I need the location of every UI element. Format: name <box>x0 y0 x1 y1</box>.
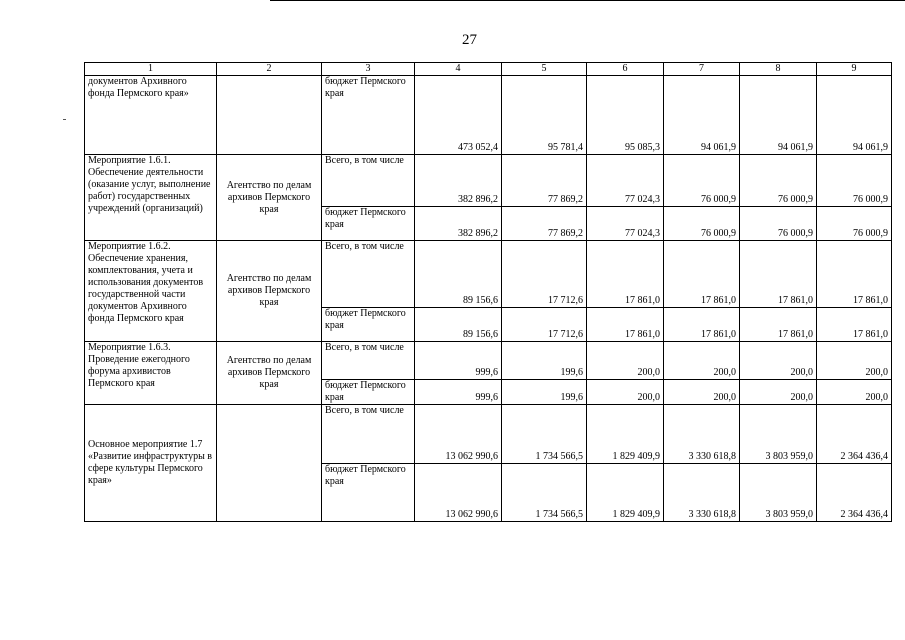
header-cell: 6 <box>587 63 664 76</box>
funding-source: Всего, в том числе <box>322 342 415 380</box>
funding-source: бюджет Пермского края <box>322 308 415 342</box>
table-row <box>85 155 892 207</box>
value-cell: 1 829 409,9 <box>587 464 664 522</box>
value-cell: 77 024,3 <box>587 155 664 207</box>
value-cell: 200,0 <box>664 380 740 405</box>
value-cell: 17 861,0 <box>587 241 664 308</box>
value-cell: 200,0 <box>817 342 892 380</box>
value-cell: 199,6 <box>502 380 587 405</box>
funding-source: бюджет Пермского края <box>322 207 415 241</box>
table-row <box>85 76 892 155</box>
value-cell: 76 000,9 <box>740 207 817 241</box>
value-cell: 199,6 <box>502 342 587 380</box>
executor: Агентство по делам архивов Пермского края <box>217 342 322 405</box>
value-cell: 76 000,9 <box>817 155 892 207</box>
value-cell: 200,0 <box>664 342 740 380</box>
value-cell: 382 896,2 <box>415 155 502 207</box>
value-cell: 473 052,4 <box>415 76 502 155</box>
value-cell: 17 861,0 <box>664 241 740 308</box>
value-cell: 76 000,9 <box>817 207 892 241</box>
value-cell: 77 024,3 <box>587 207 664 241</box>
header-cell: 8 <box>740 63 817 76</box>
header-cell: 9 <box>817 63 892 76</box>
value-cell: 17 861,0 <box>817 241 892 308</box>
funding-source: бюджет Пермского края <box>322 464 415 522</box>
value-cell: 76 000,9 <box>740 155 817 207</box>
funding-source: Всего, в том числе <box>322 405 415 464</box>
funding-source: Всего, в том числе <box>322 241 415 308</box>
value-cell: 76 000,9 <box>664 207 740 241</box>
activity-name: Мероприятие 1.6.2. Обеспечение хранения, комплектования, учета и использования документов государственной части документов Архивного фонда Пермского края <box>85 241 217 342</box>
value-cell: 94 061,9 <box>664 76 740 155</box>
table-row <box>85 405 892 464</box>
value-cell: 17 861,0 <box>587 308 664 342</box>
scan-speck <box>63 119 66 120</box>
value-cell: 200,0 <box>587 342 664 380</box>
value-cell: 89 156,6 <box>415 308 502 342</box>
value-cell: 89 156,6 <box>415 241 502 308</box>
top-border-line <box>270 0 905 1</box>
value-cell: 13 062 990,6 <box>415 464 502 522</box>
funding-source: бюджет Пермского края <box>322 380 415 405</box>
value-cell: 17 861,0 <box>817 308 892 342</box>
value-cell: 95 085,3 <box>587 76 664 155</box>
page-number: 27 <box>462 32 477 48</box>
value-cell: 999,6 <box>415 380 502 405</box>
value-cell: 94 061,9 <box>740 76 817 155</box>
funding-source: бюджет Пермского края <box>322 76 415 155</box>
value-cell: 200,0 <box>587 380 664 405</box>
value-cell: 3 803 959,0 <box>740 464 817 522</box>
value-cell: 17 712,6 <box>502 308 587 342</box>
value-cell: 77 869,2 <box>502 207 587 241</box>
header-row <box>85 63 892 76</box>
executor <box>217 76 322 155</box>
header-cell: 7 <box>664 63 740 76</box>
value-cell: 200,0 <box>817 380 892 405</box>
header-cell: 4 <box>415 63 502 76</box>
table-row <box>85 241 892 308</box>
value-cell: 13 062 990,6 <box>415 405 502 464</box>
funding-source: Всего, в том числе <box>322 155 415 207</box>
value-cell: 3 330 618,8 <box>664 464 740 522</box>
executor: Агентство по делам архивов Пермского края <box>217 241 322 342</box>
executor: Агентство по делам архивов Пермского края <box>217 155 322 241</box>
value-cell: 95 781,4 <box>502 76 587 155</box>
value-cell: 3 330 618,8 <box>664 405 740 464</box>
value-cell: 17 861,0 <box>664 308 740 342</box>
activity-name: Основное мероприятие 1.7 «Развитие инфраструктуры в сфере культуры Пермского края» <box>85 405 217 522</box>
value-cell: 200,0 <box>740 342 817 380</box>
value-cell: 382 896,2 <box>415 207 502 241</box>
header-cell: 2 <box>217 63 322 76</box>
activity-name: документов Архивного фонда Пермского края» <box>85 76 217 155</box>
value-cell: 77 869,2 <box>502 155 587 207</box>
value-cell: 2 364 436,4 <box>817 464 892 522</box>
value-cell: 94 061,9 <box>817 76 892 155</box>
value-cell: 1 734 566,5 <box>502 405 587 464</box>
value-cell: 999,6 <box>415 342 502 380</box>
value-cell: 1 829 409,9 <box>587 405 664 464</box>
value-cell: 200,0 <box>740 380 817 405</box>
budget-table <box>84 62 892 522</box>
value-cell: 17 861,0 <box>740 308 817 342</box>
header-cell: 5 <box>502 63 587 76</box>
value-cell: 3 803 959,0 <box>740 405 817 464</box>
executor <box>217 405 322 522</box>
value-cell: 1 734 566,5 <box>502 464 587 522</box>
header-cell: 3 <box>322 63 415 76</box>
header-cell: 1 <box>85 63 217 76</box>
value-cell: 76 000,9 <box>664 155 740 207</box>
table-row <box>85 342 892 380</box>
value-cell: 17 861,0 <box>740 241 817 308</box>
value-cell: 17 712,6 <box>502 241 587 308</box>
value-cell: 2 364 436,4 <box>817 405 892 464</box>
activity-name: Мероприятие 1.6.1. Обеспечение деятельности (оказание услуг, выполнение работ) государственных учреждений (организаций) <box>85 155 217 241</box>
activity-name: Мероприятие 1.6.3. Проведение ежегодного форума архивистов Пермского края <box>85 342 217 405</box>
